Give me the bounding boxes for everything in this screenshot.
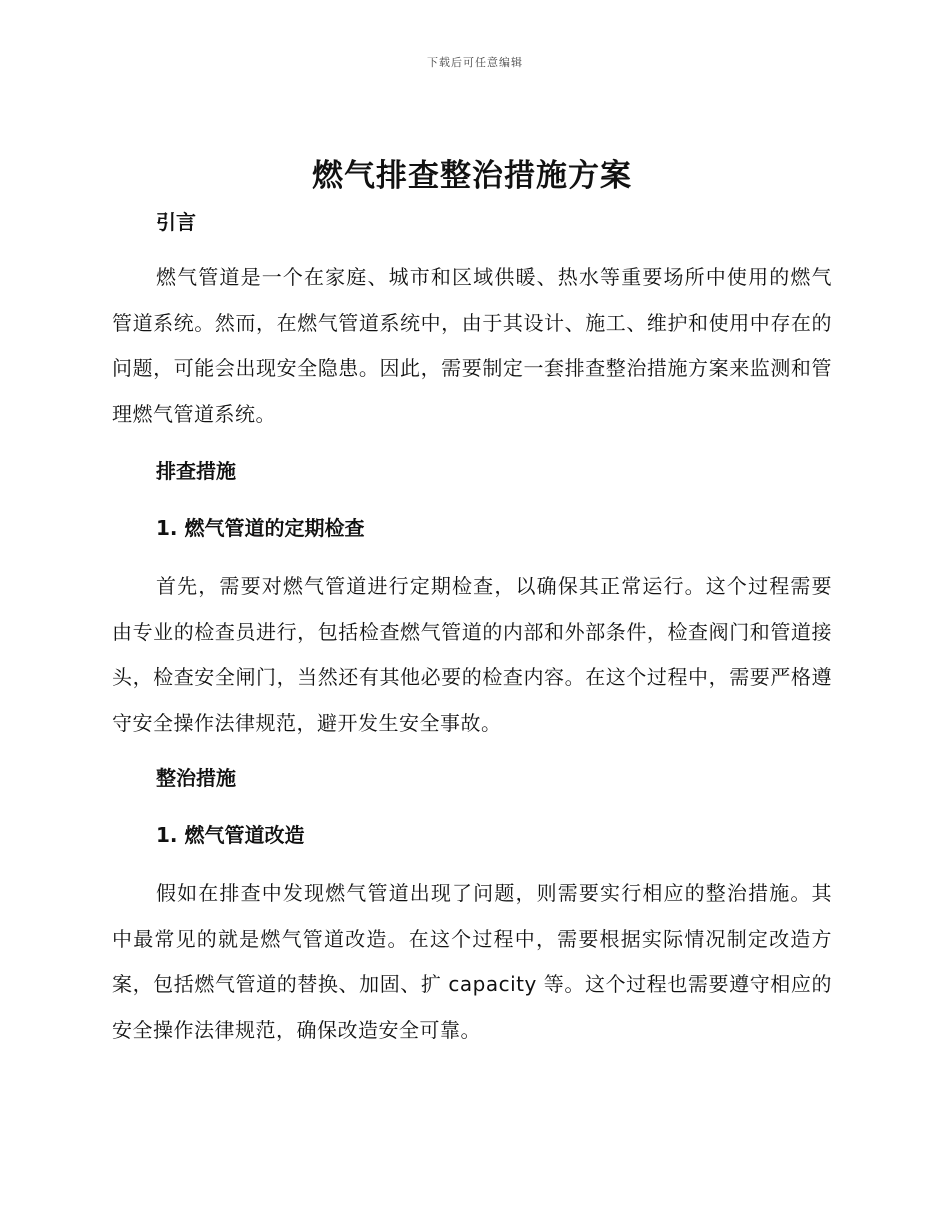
paragraph-remediation: 假如在排查中发现燃气管道出现了问题，则需要实行相应的整治措施。其中最常见的就是燃气管道改造。在这个过程中，需要根据实际情况制定改造方案，包括燃气管道的替换、加固、扩 capacity 等。这个过程也需要遵守相应的安全操作法律规范，确保改造安全可靠。 (112, 881, 832, 1042)
subheading-regular-inspection: 1. 燃气管道的定期检查 (156, 516, 365, 540)
header-note: 下载后可任意编辑 (427, 56, 523, 69)
document-title: 燃气排查整治措施方案 (312, 158, 632, 194)
section-heading-remediation: 整治措施 (156, 766, 236, 790)
subheading-pipeline-renovation: 1. 燃气管道改造 (156, 823, 305, 847)
section-heading-intro: 引言 (156, 210, 196, 234)
paragraph-intro: 燃气管道是一个在家庭、城市和区域供暖、热水等重要场所中使用的燃气管道系统。然而，在燃气管道系统中，由于其设计、施工、维护和使用中存在的问题，可能会出现安全隐患。因此，需要制定一套排查整治措施方案来监测和管理燃气管道系统。 (112, 265, 832, 426)
paragraph-inspection: 首先，需要对燃气管道进行定期检查，以确保其正常运行。这个过程需要由专业的检查员进行，包括检查燃气管道的内部和外部条件，检查阀门和管道接头，检查安全闸门，当然还有其他必要的检查内容。在这个过程中，需要严格遵守安全操作法律规范，避开发生安全事故。 (112, 574, 832, 735)
section-heading-inspection: 排查措施 (156, 459, 236, 483)
